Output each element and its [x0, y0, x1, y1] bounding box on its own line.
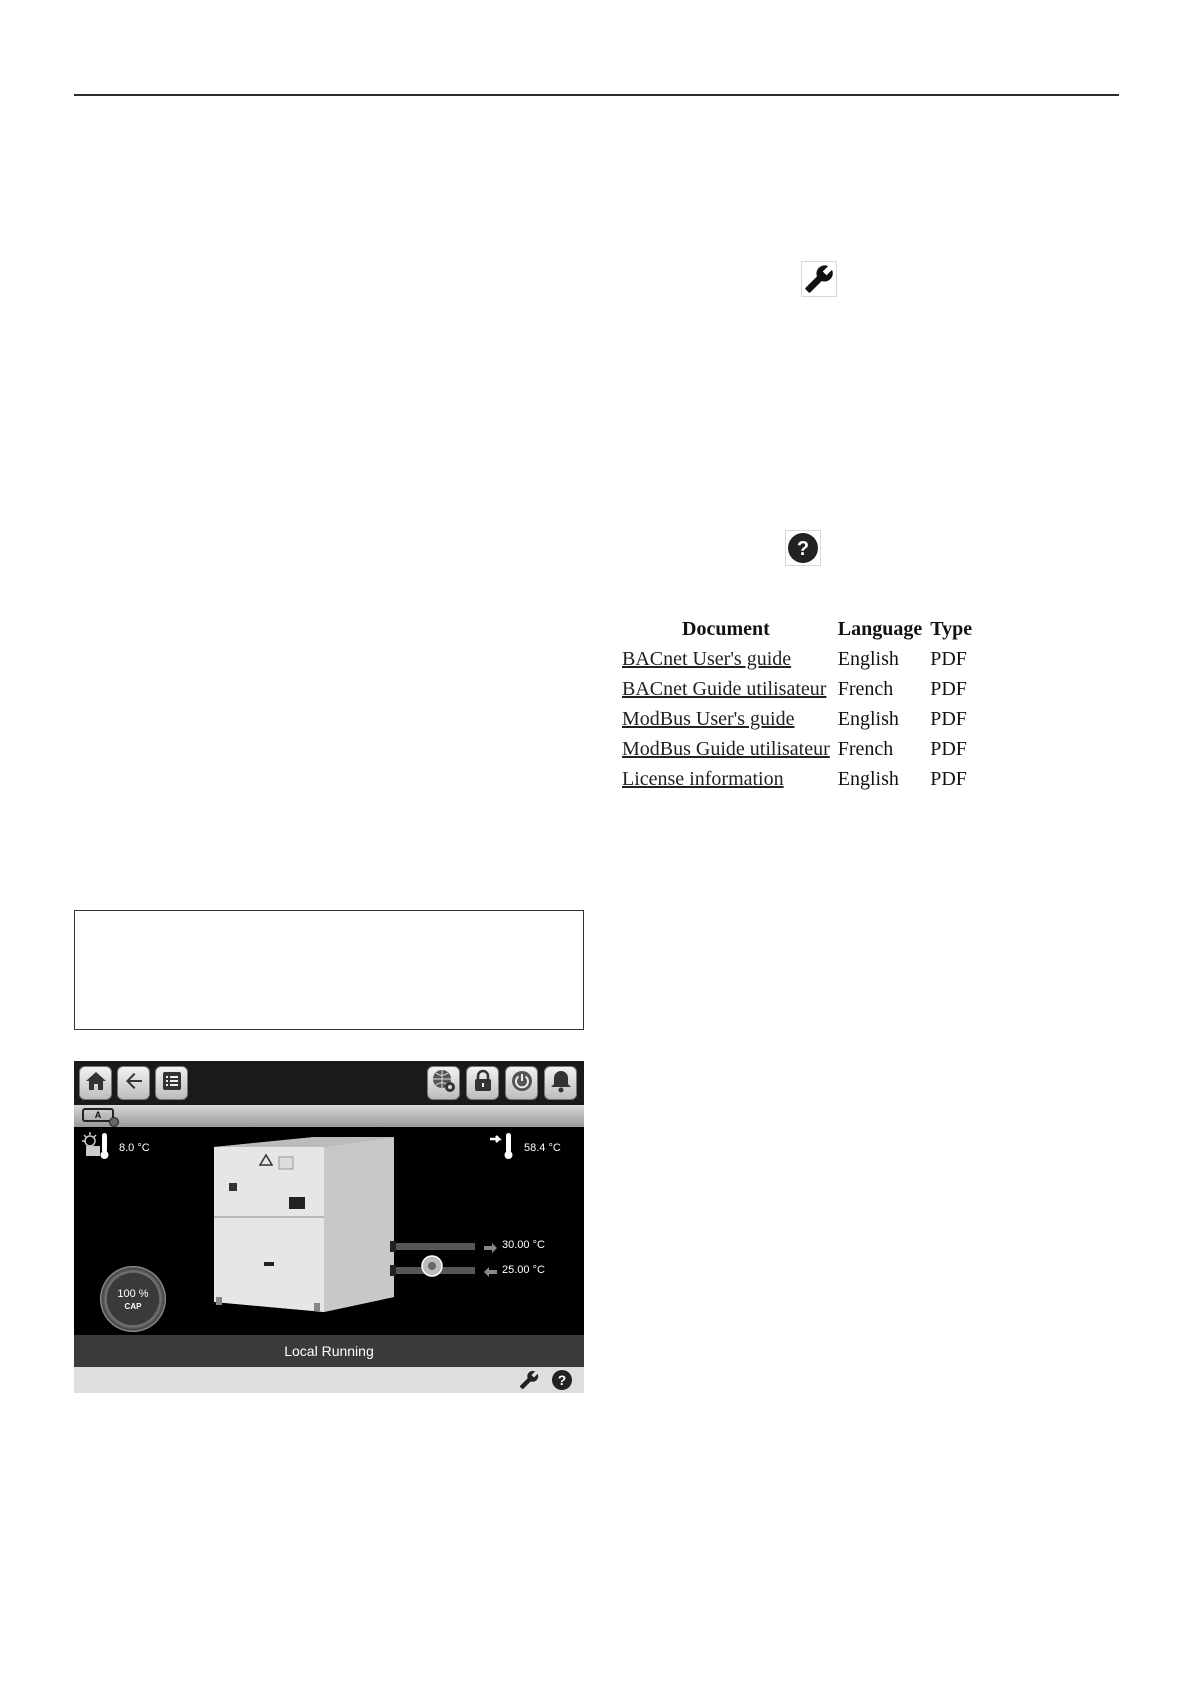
home-icon: [84, 1069, 108, 1098]
language-cell: English: [837, 648, 899, 670]
document-link[interactable]: BACnet User's guide: [622, 648, 792, 670]
menu-button[interactable]: [155, 1066, 188, 1100]
table-row: [618, 735, 976, 765]
document-link[interactable]: ModBus User's guide: [622, 708, 795, 730]
column-header-type: Type: [930, 618, 973, 640]
language-cell: English: [837, 768, 899, 790]
back-button[interactable]: [117, 1066, 150, 1100]
capacity-gauge: [100, 1266, 166, 1332]
svg-text:?: ?: [796, 538, 810, 560]
start-stop-button[interactable]: [505, 1066, 538, 1100]
water-outlet-temperature: 30.00 °C: [502, 1239, 545, 1251]
status-text: Local Running: [284, 1343, 374, 1359]
column-header-document: Document: [682, 618, 770, 640]
document-link[interactable]: BACnet Guide utilisateur: [622, 678, 827, 700]
type-cell: PDF: [930, 708, 967, 730]
water-inlet-temperature: 25.00 °C: [502, 1264, 545, 1276]
wrench-icon: [801, 261, 837, 297]
alarms-button[interactable]: [544, 1066, 577, 1100]
network-settings-button[interactable]: [427, 1066, 460, 1100]
capacity-label: CAP: [124, 1301, 142, 1311]
type-cell: PDF: [930, 738, 967, 760]
help-icon: [785, 530, 821, 566]
type-cell: PDF: [930, 768, 967, 790]
screen-toolbar: [74, 1061, 584, 1105]
column-header-language: Language: [837, 618, 923, 640]
language-cell: English: [837, 708, 899, 730]
leaving-temperature-icon: [488, 1131, 522, 1166]
wrench-icon[interactable]: [518, 1369, 540, 1391]
lock-icon: [472, 1069, 494, 1098]
language-cell: French: [837, 678, 894, 700]
type-cell: PDF: [930, 648, 967, 670]
type-cell: PDF: [930, 678, 967, 700]
svg-text:?: ?: [557, 1372, 567, 1388]
table-row: [618, 705, 976, 735]
documents-table: [618, 616, 976, 795]
controller-screen: [74, 1061, 584, 1393]
outdoor-temperature-icon: [80, 1131, 114, 1166]
globe-gear-icon: [431, 1068, 457, 1099]
power-icon: [510, 1069, 534, 1098]
table-row: [618, 645, 976, 675]
table-row: [618, 765, 976, 795]
help-icon[interactable]: [551, 1369, 573, 1391]
document-link[interactable]: ModBus Guide utilisateur: [622, 738, 830, 760]
top-rule: [74, 94, 1119, 96]
table-row: [618, 675, 976, 705]
mode-indicator: A: [82, 1108, 114, 1122]
chiller-unit-illustration: [214, 1137, 454, 1317]
empty-frame: [74, 910, 584, 1030]
home-button[interactable]: [79, 1066, 112, 1100]
water-pipes-diagram: [390, 1229, 520, 1279]
outdoor-temperature: 8.0 °C: [119, 1142, 150, 1154]
arrow-left-icon: [122, 1069, 146, 1098]
language-cell: French: [837, 738, 894, 760]
unit-status: [74, 1335, 584, 1367]
capacity-value: 100 %: [117, 1287, 149, 1300]
document-link[interactable]: License information: [622, 768, 784, 790]
mode-strip: [74, 1105, 584, 1127]
leaving-temperature: 58.4 °C: [524, 1142, 561, 1154]
screen-bottom-bar: [74, 1367, 584, 1393]
bell-icon: [550, 1069, 572, 1098]
login-button[interactable]: [466, 1066, 499, 1100]
list-icon: [161, 1070, 183, 1097]
